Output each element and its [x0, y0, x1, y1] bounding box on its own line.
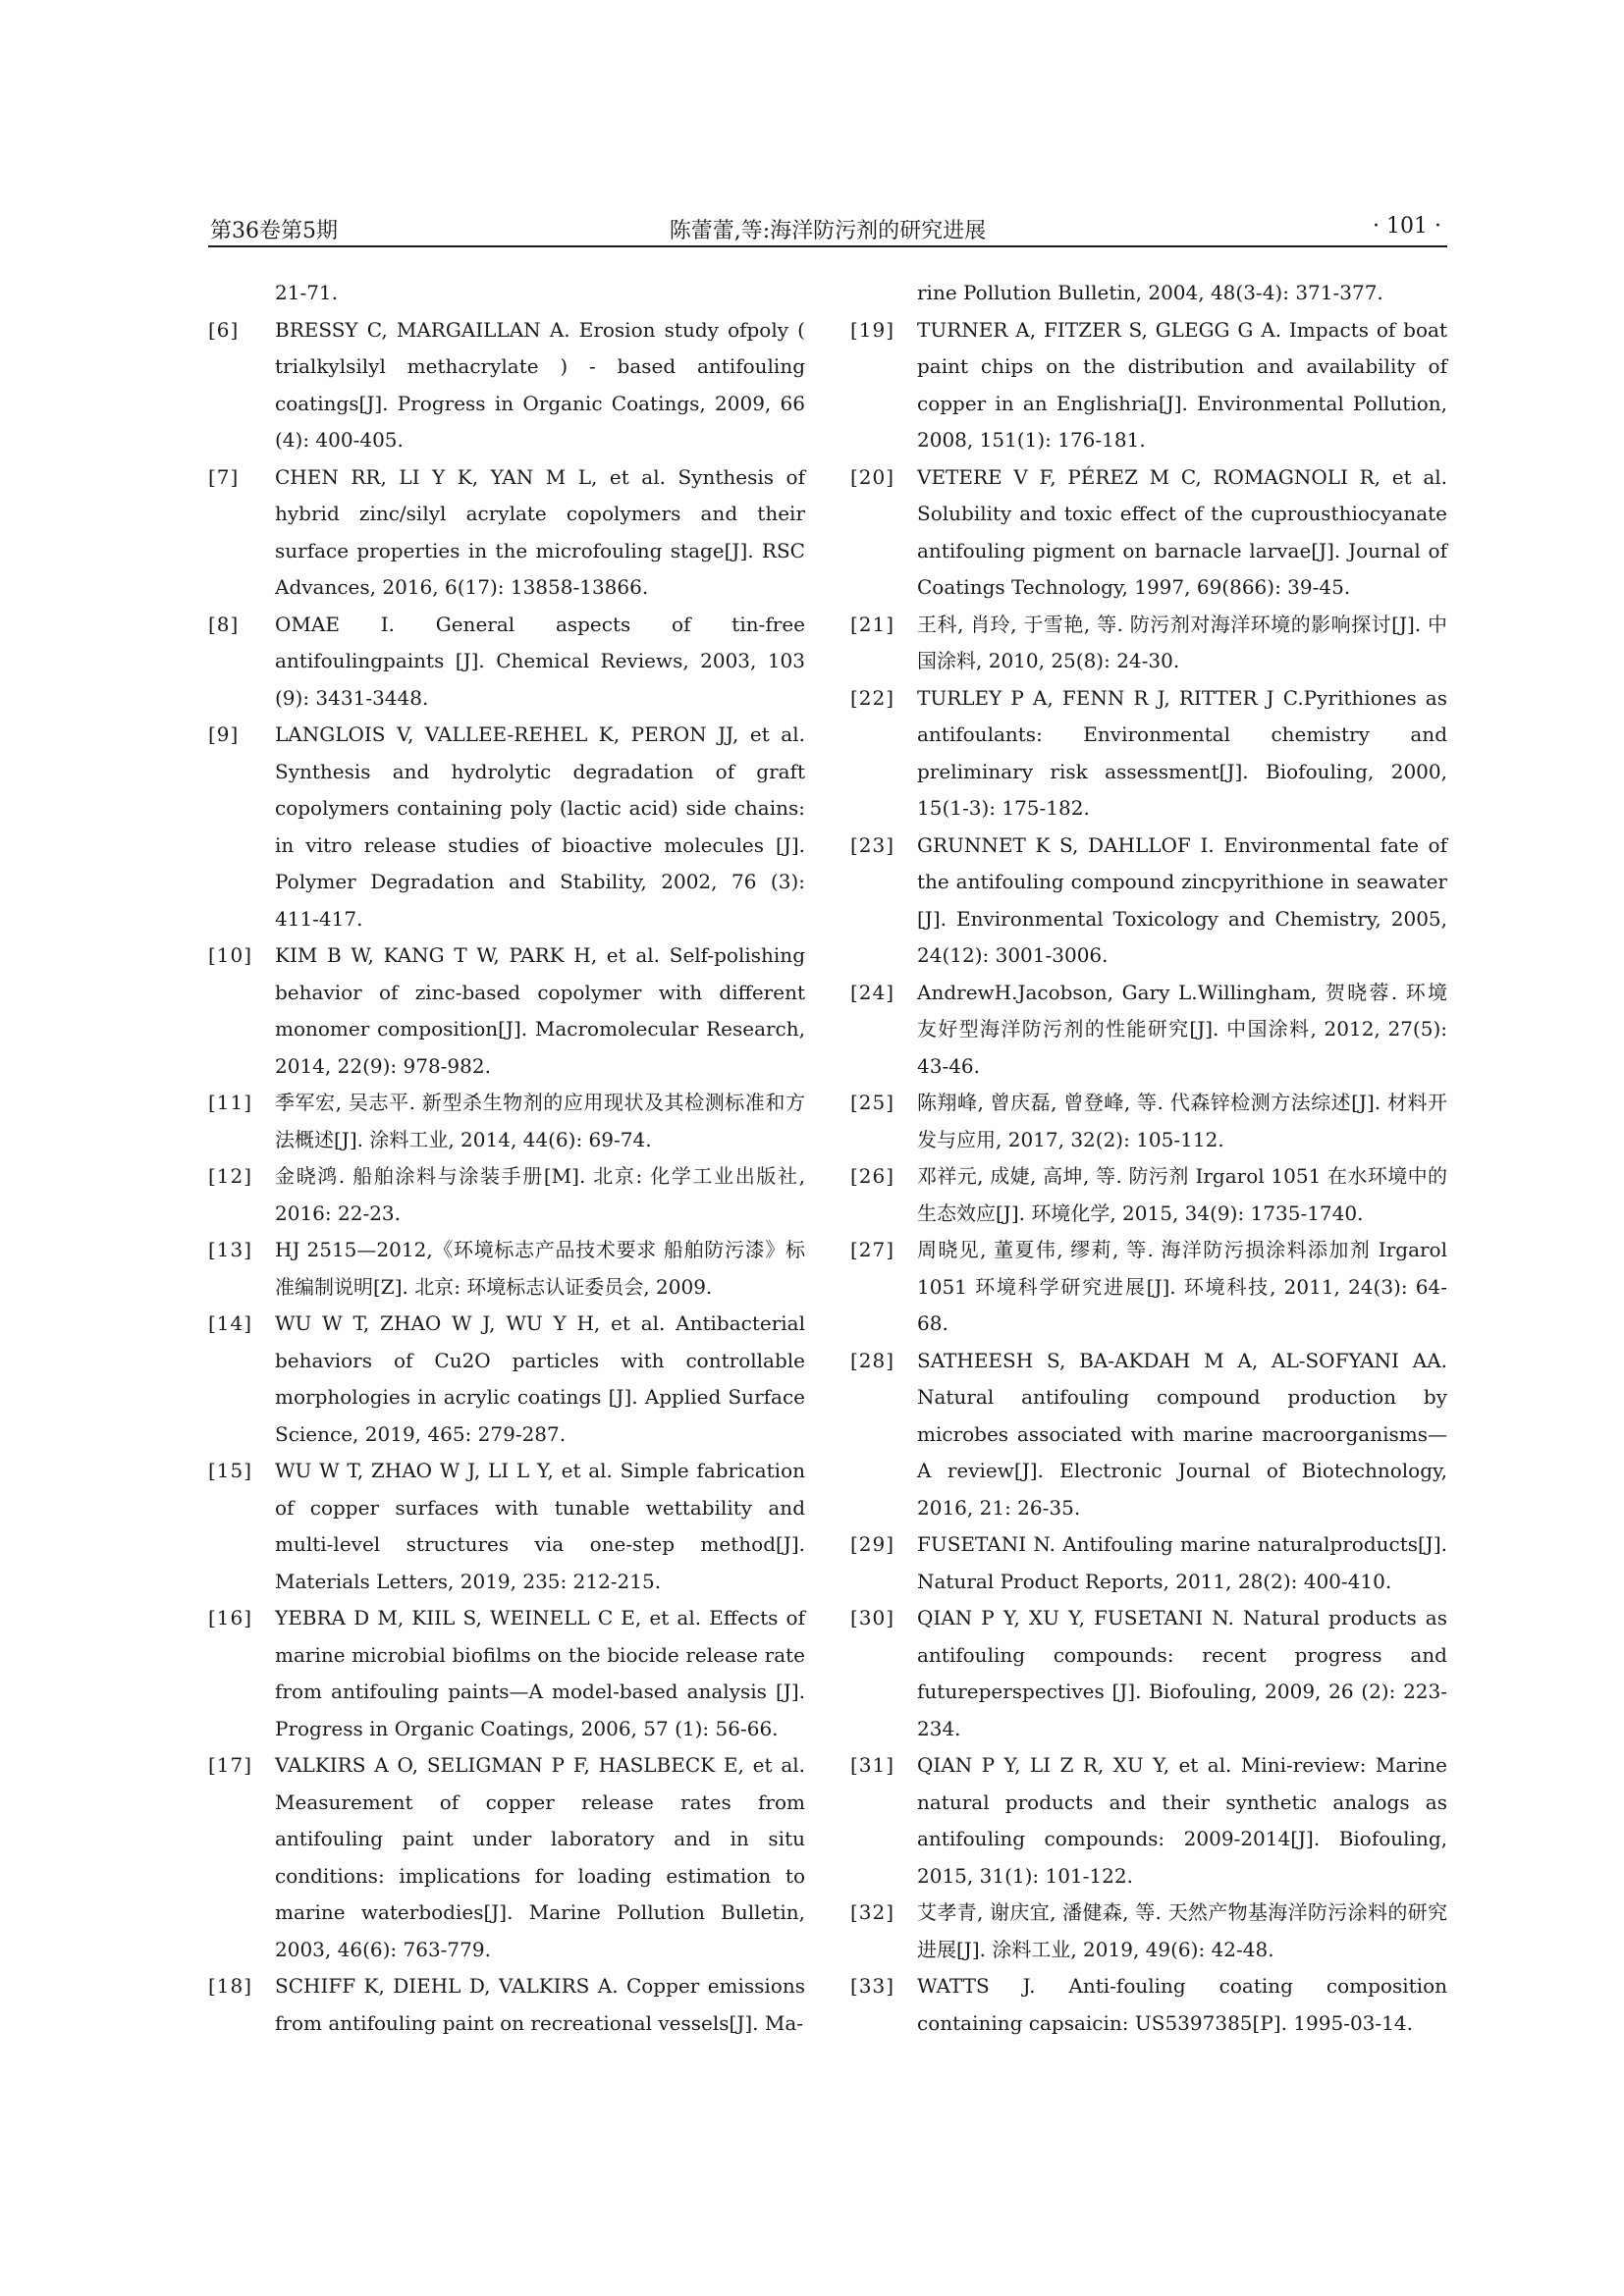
- reference-text: AndrewH.Jacobson, Gary L.Willingham, 贺晓蓉. 环境友好型海洋防污剂的性能研究[J]. 中国涂料, 2012, 27(5): 43-46.: [917, 980, 1447, 1078]
- reference-text: BRESSY C, MARGAILLAN A. Erosion study ofpoly ( trialkylsilyl methacrylate ) - based antifouling coatings[J]. Progress in Organic Coatings, 2009, 66 (4): 400-405.: [275, 317, 805, 452]
- reference-29: [850, 1526, 1447, 1600]
- reference-number: [26]: [850, 1164, 895, 1188]
- reference-12: [208, 1158, 805, 1232]
- reference-number: [18]: [208, 1974, 253, 1998]
- reference-text: TURNER A, FITZER S, GLEGG G A. Impacts of boat paint chips on the distribution and availability of copper in an Englishria[J]. Environmental Pollution, 2008, 151(1): 176-181.: [917, 317, 1447, 452]
- reference-25: [850, 1085, 1447, 1158]
- reference-16: [208, 1600, 805, 1747]
- reference-text: WU W T, ZHAO W J, WU Y H, et al. Antibacterial behaviors of Cu2O particles with controllable morphologies in acrylic coatings [J]. Applied Surface Science, 2019, 465: 279-287.: [275, 1311, 805, 1446]
- reference-text: LANGLOIS V, VALLEE-REHEL K, PERON JJ, et al. Synthesis and hydrolytic degradation of graft copolymers containing poly (lactic acid) side chains: in vitro release studies of bioactive molecules [J]. Polymer Degradation and Stability, 2002, 76 (3): 411-417.: [275, 722, 805, 931]
- reference-number: [23]: [850, 832, 895, 857]
- reference-text: 邓祥元, 成婕, 高坤, 等. 防污剂 Irgarol 1051 在水环境中的生态效应[J]. 环境化学, 2015, 34(9): 1735-1740.: [917, 1164, 1447, 1225]
- reference-number: [30]: [850, 1606, 895, 1629]
- reference-text: WU W T, ZHAO W J, LI L Y, et al. Simple fabrication of copper surfaces with tunable wettability and multi-level structures via one-step method[J]. Materials Letters, 2019, 235: 212-215.: [275, 1459, 805, 1593]
- reference-27: [850, 1232, 1447, 1343]
- reference-text: WATTS J. Anti-fouling coating composition containing capsaicin: US5397385[P]. 1995-03-14.: [917, 1974, 1447, 2035]
- reference-number: [22]: [850, 685, 895, 710]
- reference-number: [7]: [208, 464, 240, 489]
- reference-9: [208, 717, 805, 937]
- reference-text: YEBRA D M, KIIL S, WEINELL C E, et al. Effects of marine microbial biofilms on the biocide release rate from antifouling paints—A model-based analysis [J]. Progress in Organic Coatings, 2006, 57 (1): 56-66.: [275, 1606, 805, 1740]
- reference-text: 王科, 肖玲, 于雪艳, 等. 防污剂对海洋环境的影响探讨[J]. 中国涂料, 2010, 25(8): 24-30.: [917, 612, 1447, 672]
- reference-8: [208, 607, 805, 718]
- reference-number: [20]: [850, 464, 895, 489]
- reference-number: [29]: [850, 1532, 895, 1556]
- reference-number: [32]: [850, 1900, 895, 1924]
- running-header: [208, 212, 1447, 247]
- reference-32: [850, 1895, 1447, 1968]
- reference-text: OMAE I. General aspects of tin-free antifoulingpaints [J]. Chemical Reviews, 2003, 103 (9): 3431-3448.: [275, 612, 805, 710]
- reference-text: QIAN P Y, LI Z R, XU Y, et al. Mini-review: Marine natural products and their synthetic analogs as antifouling compounds: 2009-2014[J]. Biofouling, 2015, 31(1): 101-122.: [917, 1753, 1447, 1888]
- reference-text: VETERE V F, PÉREZ M C, ROMAGNOLI R, et al. Solubility and toxic effect of the cuprousthiocyanate antifouling pigment on barnacle larvae[J]. Journal of Coatings Technology, 1997, 69(866): 39-45.: [917, 464, 1447, 599]
- reference-text: SATHEESH S, BA-AKDAH M A, AL-SOFYANI AA. Natural antifouling compound production by microbes associated with marine macroorganisms—A review[J]. Electronic Journal of Biotechnology, 2016, 21: 26-35.: [917, 1348, 1447, 1520]
- reference-text: QIAN P Y, XU Y, FUSETANI N. Natural products as antifouling compounds: recent progress and futureperspectives [J]. Biofouling, 2009, 26 (2): 223-234.: [917, 1606, 1447, 1740]
- left-column: [208, 275, 805, 2042]
- reference-text: 陈翔峰, 曾庆磊, 曾登峰, 等. 代森锌检测方法综述[J]. 材料开发与应用, 2017, 32(2): 105-112.: [917, 1091, 1447, 1151]
- reference-11: [208, 1085, 805, 1158]
- reference-14: [208, 1306, 805, 1453]
- reference-20: [850, 459, 1447, 607]
- reference-30: [850, 1600, 1447, 1747]
- reference-number: [31]: [850, 1753, 895, 1777]
- reference-19: [850, 312, 1447, 459]
- reference-text: HJ 2515—2012,《环境标志产品技术要求 船舶防污漆》标准编制说明[Z]. 北京: 环境标志认证委员会, 2009.: [275, 1238, 805, 1299]
- reference-number: [8]: [208, 612, 240, 636]
- reference-text: VALKIRS A O, SELIGMAN P F, HASLBECK E, et al. Measurement of copper release rates from antifouling paint under laboratory and in situ conditions: implications for loading estimation to marine waterbodies[J]. Marine Pollution Bulletin, 2003, 46(6): 763-779.: [275, 1753, 805, 1961]
- reference-number: [28]: [850, 1348, 895, 1372]
- reference-33: [850, 1968, 1447, 2042]
- reference-number: [10]: [208, 943, 253, 967]
- reference-7: [208, 459, 805, 607]
- reference-28: [850, 1343, 1447, 1527]
- reference-17: [208, 1747, 805, 1968]
- reference-continuation: rine Pollution Bulletin, 2004, 48(3-4): 371-377.: [917, 281, 1383, 304]
- reference-10: [208, 937, 805, 1085]
- reference-number: [24]: [850, 980, 895, 1004]
- reference-number: [27]: [850, 1238, 895, 1261]
- reference-21: [850, 607, 1447, 680]
- reference-number: [17]: [208, 1753, 253, 1777]
- reference-number: [33]: [850, 1974, 895, 1998]
- right-column: [850, 275, 1447, 2042]
- journal-issue: 第36卷第5期: [210, 219, 338, 243]
- reference-number: [25]: [850, 1091, 895, 1114]
- reference-text: SCHIFF K, DIEHL D, VALKIRS A. Copper emissions from antifouling paint on recreational vessels[J]. Ma-: [275, 1974, 805, 2035]
- reference-31: [850, 1747, 1447, 1895]
- reference-number: [13]: [208, 1238, 253, 1261]
- reference-15: [208, 1453, 805, 1600]
- reference-13: [208, 1232, 805, 1306]
- article-title-header: 陈蕾蕾,等:海洋防污剂的研究进展: [669, 219, 987, 243]
- reference-number: [15]: [208, 1459, 253, 1482]
- reference-text: 艾孝青, 谢庆宜, 潘健森, 等. 天然产物基海洋防污涂料的研究进展[J]. 涂料工业, 2019, 49(6): 42-48.: [917, 1900, 1447, 1961]
- reference-continuation: 21-71.: [275, 281, 339, 304]
- reference-number: [16]: [208, 1606, 253, 1629]
- reference-number: [14]: [208, 1311, 253, 1335]
- reference-text: TURLEY P A, FENN R J, RITTER J C.Pyrithiones as antifoulants: Environmental chemistry and preliminary risk assessment[J]. Biofouling, 2000, 15(1-3): 175-182.: [917, 685, 1447, 820]
- reference-24: [850, 975, 1447, 1086]
- reference-text: FUSETANI N. Antifouling marine naturalproducts[J]. Natural Product Reports, 2011, 28(2): 400-410.: [917, 1532, 1447, 1593]
- reference-text: 金晓鸿. 船舶涂料与涂装手册[M]. 北京: 化学工业出版社, 2016: 22-23.: [275, 1164, 805, 1225]
- reference-number: [19]: [850, 317, 895, 342]
- reference-text: 周晓见, 董夏伟, 缪莉, 等. 海洋防污损涂料添加剂 Irgarol 1051 环境科学研究进展[J]. 环境科技, 2011, 24(3): 64-68.: [917, 1238, 1447, 1335]
- reference-26: [850, 1158, 1447, 1232]
- reference-22: [850, 680, 1447, 828]
- reference-number: [11]: [208, 1091, 253, 1114]
- reference-23: [850, 828, 1447, 975]
- reference-number: [9]: [208, 722, 240, 746]
- reference-number: [21]: [850, 612, 895, 636]
- reference-18: [208, 1968, 805, 2042]
- reference-text: GRUNNET K S, DAHLLOF I. Environmental fate of the antifouling compound zincpyrithione in seawater [J]. Environmental Toxicology and Chemistry, 2005, 24(12): 3001-3006.: [917, 832, 1447, 967]
- page-number: · 101 ·: [1373, 214, 1441, 239]
- reference-text: CHEN RR, LI Y K, YAN M L, et al. Synthesis of hybrid zinc/silyl acrylate copolymers and their surface properties in the microfouling stage[J]. RSC Advances, 2016, 6(17): 13858-13866.: [275, 464, 805, 599]
- reference-text: KIM B W, KANG T W, PARK H, et al. Self-polishing behavior of zinc-based copolymer with different monomer composition[J]. Macromolecular Research, 2014, 22(9): 978-982.: [275, 943, 805, 1078]
- reference-number: [6]: [208, 317, 240, 342]
- reference-6: [208, 312, 805, 459]
- reference-text: 季军宏, 吴志平. 新型杀生物剂的应用现状及其检测标准和方法概述[J]. 涂料工业, 2014, 44(6): 69-74.: [275, 1091, 805, 1151]
- reference-number: [12]: [208, 1164, 253, 1188]
